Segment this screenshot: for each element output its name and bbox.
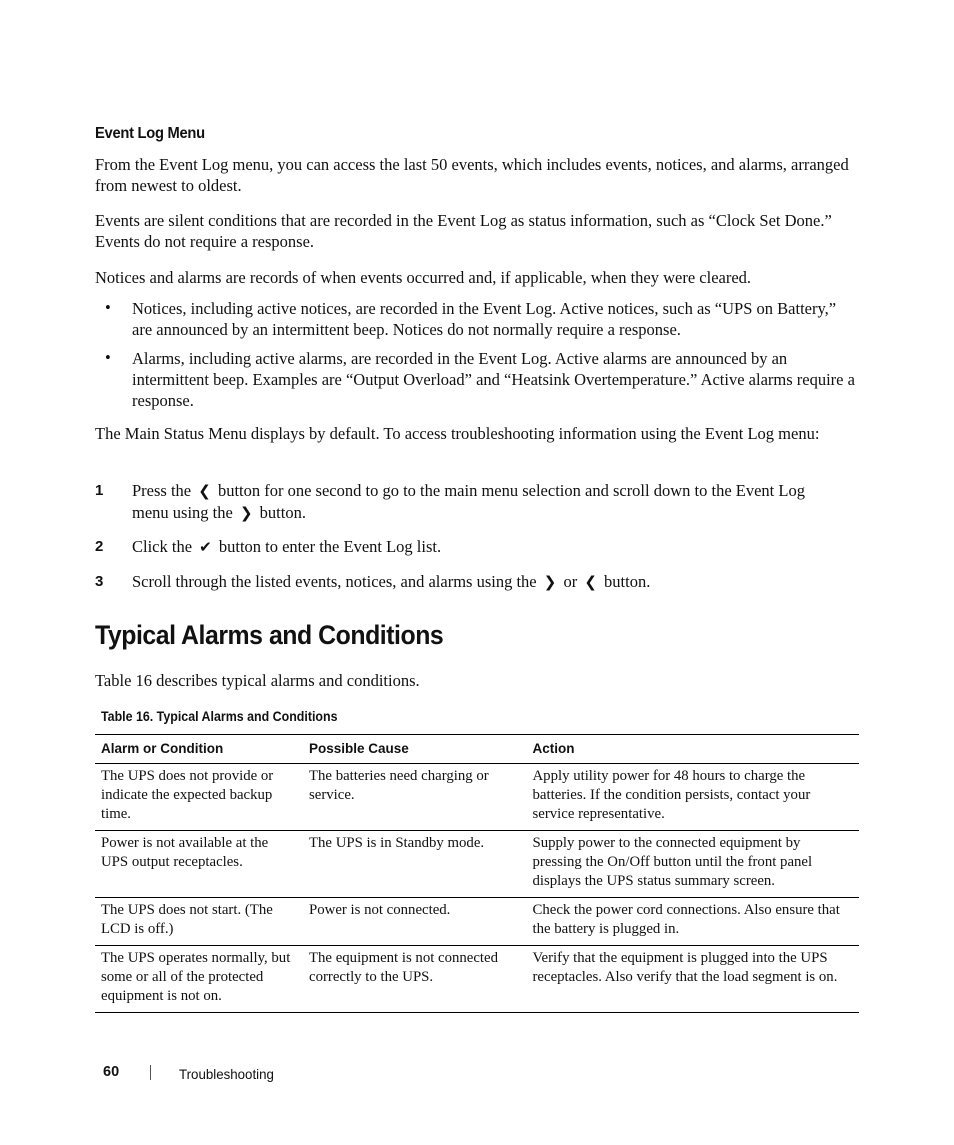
step-text: button. xyxy=(604,572,651,591)
step-item xyxy=(132,536,832,558)
table-cell: Power is not connected. xyxy=(303,898,527,946)
paragraph: From the Event Log menu, you can access the last 50 events, which includes events, notices, and alarms, arranged from newest to oldest. xyxy=(95,155,849,195)
table-cell: The UPS does not start. (The LCD is off.) xyxy=(95,898,303,946)
page-number: 60 xyxy=(103,1064,120,1080)
table-cell: The batteries need charging or service. xyxy=(303,764,527,831)
table-cell: The equipment is not connected correctly to the UPS. xyxy=(303,946,527,1013)
table-row xyxy=(95,946,859,1013)
step-text: Click the xyxy=(132,537,193,556)
step-item xyxy=(132,480,832,524)
bullet-icon: • xyxy=(105,298,111,317)
table-caption: Table 16. Typical Alarms and Conditions xyxy=(101,709,338,724)
step-text: or xyxy=(563,572,578,591)
step-item xyxy=(132,571,832,593)
step-number: 3 xyxy=(95,573,104,590)
right-arrow-icon: ❯ xyxy=(239,504,253,522)
table-cell: The UPS operates normally, but some or all of the protected equipment is not on. xyxy=(95,946,303,1013)
table-cell: Power is not available at the UPS output receptacles. xyxy=(95,831,303,898)
bullet-item: Notices, including active notices, are recorded in the Event Log. Active notices, such as “UPS on Battery,” are announced by an intermittent beep. Notices do not normally require a response. xyxy=(132,299,837,339)
table-cell: Verify that the equipment is plugged into the UPS receptacles. Also verify that the load segment is on. xyxy=(527,946,860,1013)
footer-divider xyxy=(150,1065,151,1080)
left-arrow-icon: ❮ xyxy=(198,482,211,500)
table-header-row xyxy=(95,735,859,764)
step-text: button for one second to go to the main menu selection and scroll down to the Event Log menu using the xyxy=(132,481,805,522)
alarms-table xyxy=(95,734,859,1013)
bullet-icon: • xyxy=(105,348,111,367)
table-cell: The UPS does not provide or indicate the expected backup time. xyxy=(95,764,303,831)
table-cell: Check the power cord connections. Also ensure that the battery is plugged in. xyxy=(527,898,860,946)
table-row xyxy=(95,764,859,831)
column-header: Action xyxy=(527,735,860,764)
page-title: Typical Alarms and Conditions xyxy=(95,620,444,650)
step-text: button to enter the Event Log list. xyxy=(218,537,442,556)
step-text: Press the xyxy=(132,481,192,500)
table-row xyxy=(95,898,859,946)
checkmark-icon: ✔ xyxy=(199,538,212,556)
left-arrow-icon: ❮ xyxy=(584,573,597,591)
section-heading: Event Log Menu xyxy=(95,125,205,142)
step-number: 1 xyxy=(95,482,104,499)
step-number: 2 xyxy=(95,538,104,555)
bullet-item: Alarms, including active alarms, are recorded in the Event Log. Active alarms are announced by an intermittent beep. Examples are “Output Overload” and “Heatsink Overtemperature.” Active alarms require a response. xyxy=(132,349,855,410)
step-text: Scroll through the listed events, notices, and alarms using the xyxy=(132,572,537,591)
footer-section-title: Troubleshooting xyxy=(179,1066,274,1082)
table-row xyxy=(95,831,859,898)
table-cell: The UPS is in Standby mode. xyxy=(303,831,527,898)
paragraph: Table 16 describes typical alarms and conditions. xyxy=(95,671,420,690)
paragraph: The Main Status Menu displays by default. To access troubleshooting information using the Event Log menu: xyxy=(95,424,820,443)
table-cell: Apply utility power for 48 hours to charge the batteries. If the condition persists, contact your service representative. xyxy=(527,764,860,831)
column-header: Possible Cause xyxy=(303,735,527,764)
table-cell: Supply power to the connected equipment by pressing the On/Off button until the front panel displays the UPS status summary screen. xyxy=(527,831,860,898)
right-arrow-icon: ❯ xyxy=(543,573,557,591)
paragraph: Events are silent conditions that are recorded in the Event Log as status information, such as “Clock Set Done.” Events do not require a response. xyxy=(95,211,832,251)
paragraph: Notices and alarms are records of when events occurred and, if applicable, when they were cleared. xyxy=(95,268,752,287)
step-text: button. xyxy=(259,503,306,522)
column-header: Alarm or Condition xyxy=(95,735,303,764)
